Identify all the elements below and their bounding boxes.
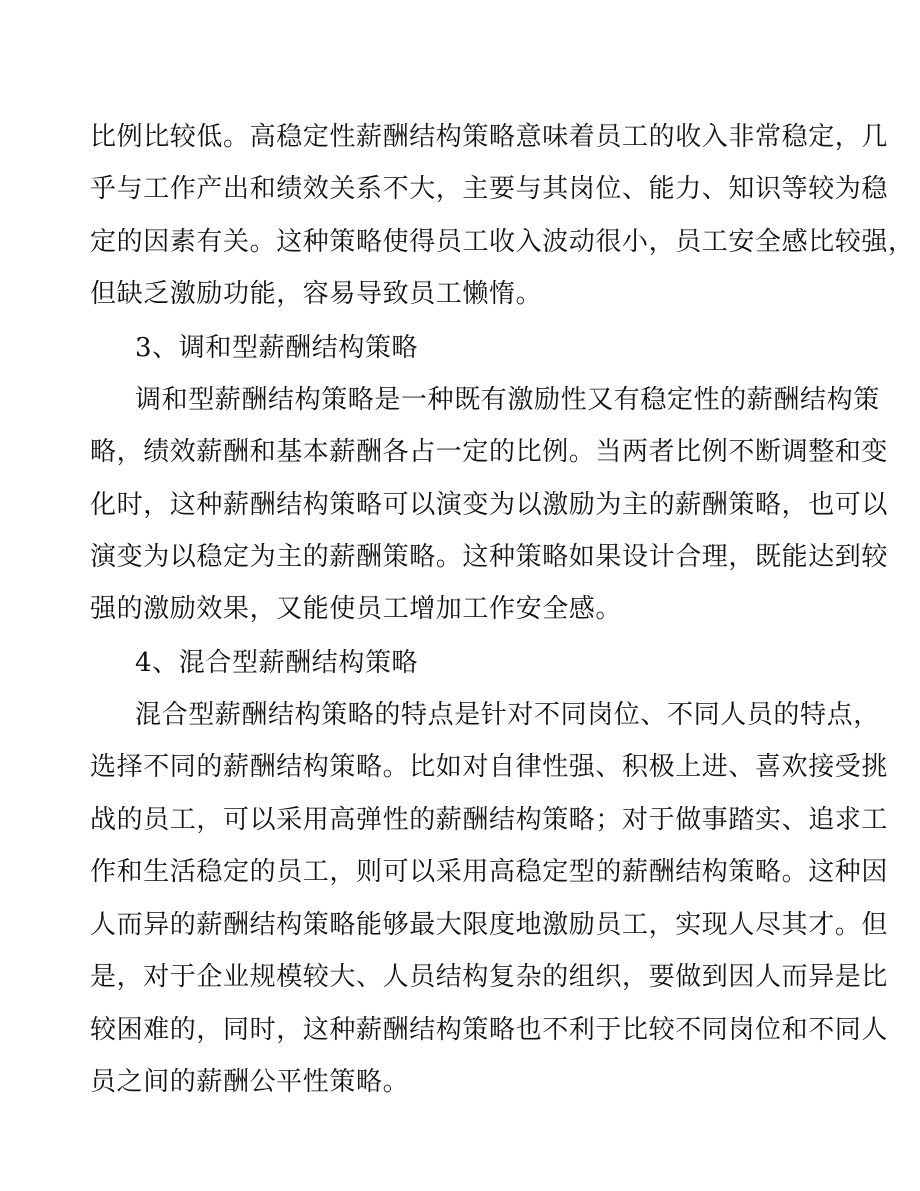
paragraph-line: 是，对于企业规模较大、人员结构复杂的组织，要做到因人而异是比	[90, 962, 889, 992]
section-heading-3: 3、调和型薪酬结构策略	[135, 333, 419, 363]
paragraph-line: 较困难的，同时，这种薪酬结构策略也不利于比较不同岗位和不同人	[90, 1015, 889, 1045]
paragraph-line: 比例比较低。高稳定性薪酬结构策略意味着员工的收入非常稳定，几	[90, 122, 889, 152]
paragraph-line: 战的员工，可以采用高弹性的薪酬结构策略；对于做事踏实、追求工	[90, 805, 889, 835]
paragraph-line: 化时，这种薪酬结构策略可以演变为以激励为主的薪酬策略，也可以	[90, 490, 889, 520]
paragraph-line: 人而异的薪酬结构策略能够最大限度地激励员工，实现人尽其才。但	[90, 910, 889, 940]
paragraph-line: 乎与工作产出和绩效关系不大，主要与其岗位、能力、知识等较为稳	[90, 174, 889, 204]
paragraph-line: 略，绩效薪酬和基本薪酬各占一定的比例。当两者比例不断调整和变	[90, 437, 889, 467]
paragraph-line: 但缺乏激励功能，容易导致员工懒惰。	[90, 279, 543, 309]
paragraph-line: 定的因素有关。这种策略使得员工收入波动很小，员工安全感比较强，	[90, 227, 915, 257]
paragraph-line: 强的激励效果，又能使员工增加工作安全感。	[90, 594, 623, 624]
paragraph-line: 混合型薪酬结构策略的特点是针对不同岗位、不同人员的特点，	[135, 700, 880, 730]
paragraph-line: 演变为以稳定为主的薪酬策略。这种策略如果设计合理，既能达到较	[90, 542, 889, 572]
section-heading-4: 4、混合型薪酬结构策略	[135, 648, 419, 678]
paragraph-line: 调和型薪酬结构策略是一种既有激励性又有稳定性的薪酬结构策	[135, 385, 880, 415]
paragraph-line: 作和生活稳定的员工，则可以采用高稳定型的薪酬结构策略。这种因	[90, 857, 889, 887]
paragraph-line: 选择不同的薪酬结构策略。比如对自律性强、积极上进、喜欢接受挑	[90, 752, 889, 782]
paragraph-line: 员之间的薪酬公平性策略。	[90, 1067, 410, 1097]
